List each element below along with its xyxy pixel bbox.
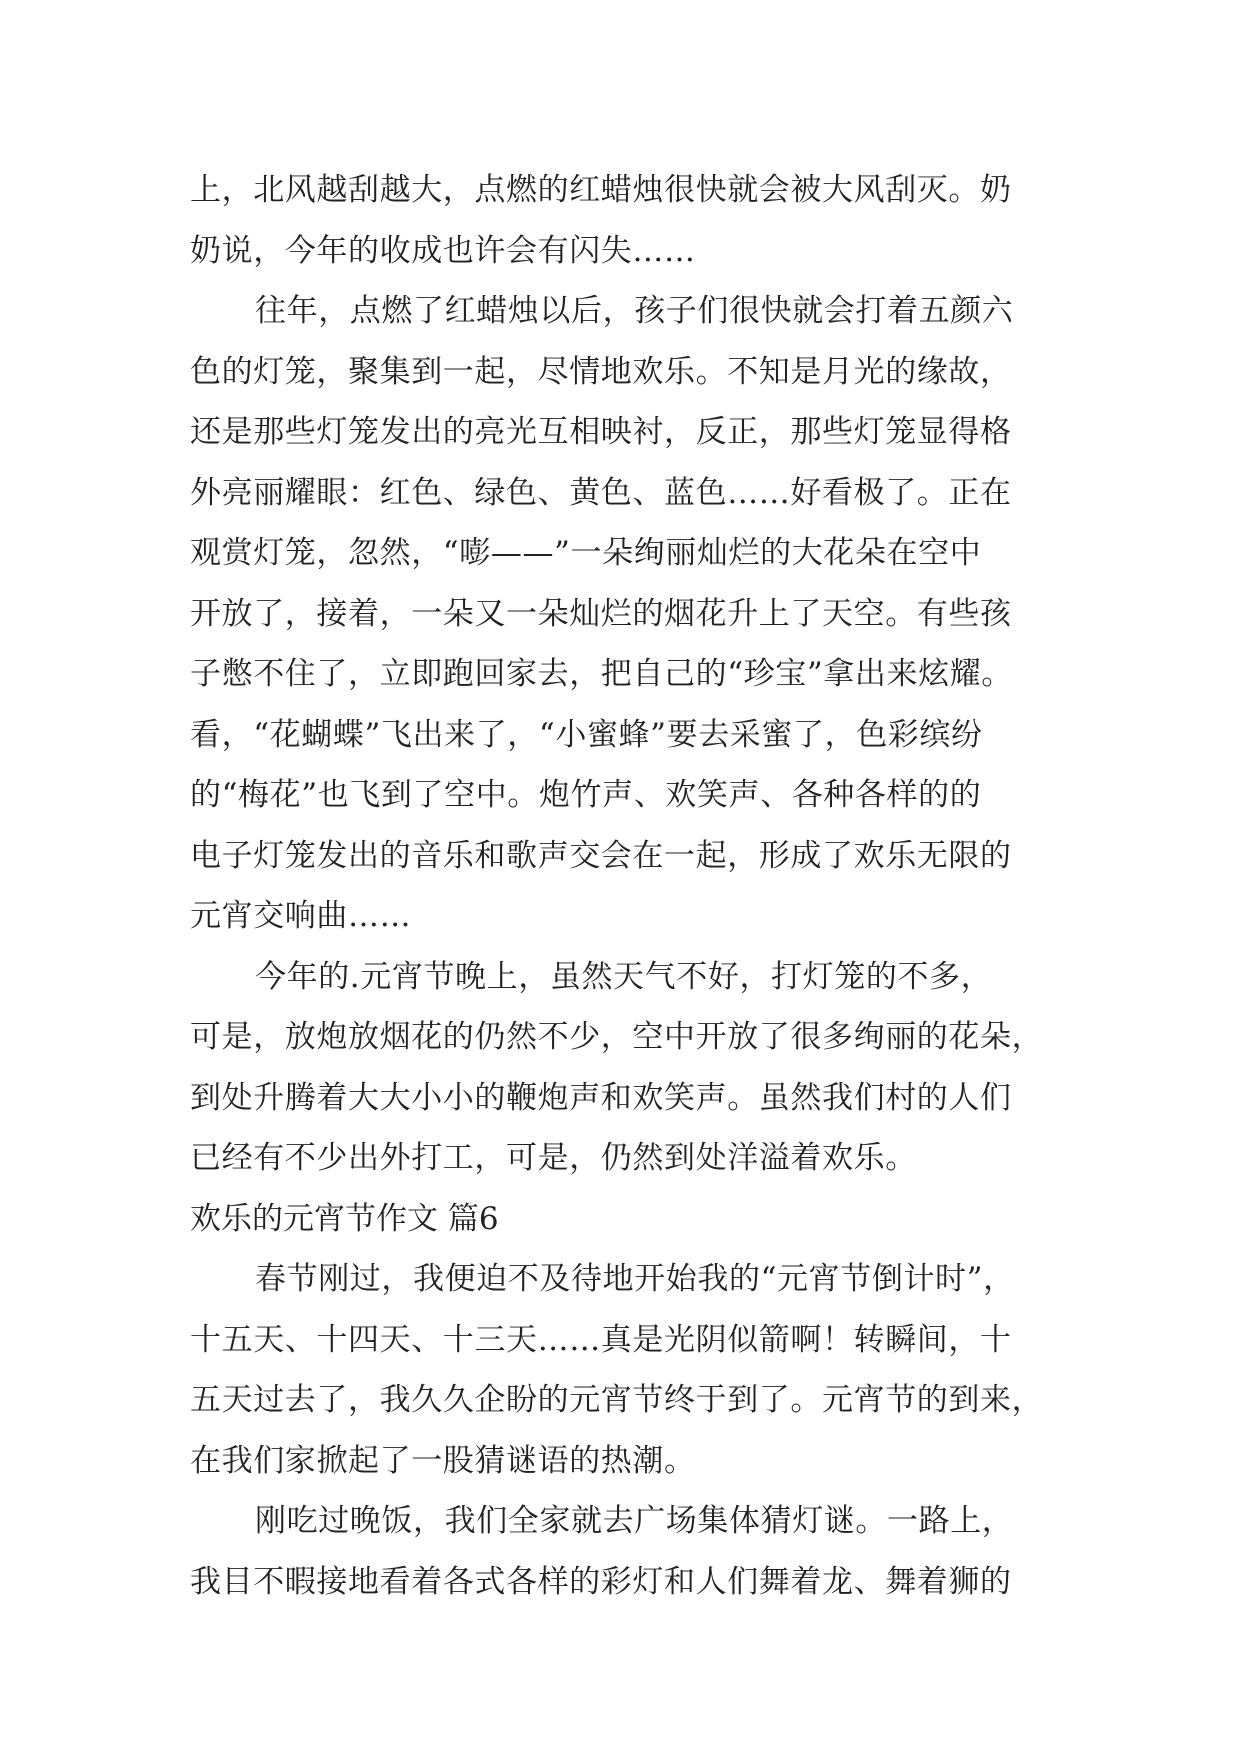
paragraph-first-line: 刚吃过晚饭，我们全家就去广场集体猜灯谜。一路上， — [255, 1503, 1014, 1539]
paragraph-first-line: 往年，点燃了红蜡烛以后，孩子们很快就会打着五颜六 — [255, 293, 1014, 329]
text-line: 上，北风越刮越大，点燃的红蜡烛很快就会被大风刮灭。奶 — [190, 172, 1012, 208]
text-line: 还是那些灯笼发出的亮光互相映衬，反正，那些灯笼显得格 — [190, 414, 1012, 450]
text-line: 电子灯笼发出的音乐和歌声交会在一起，形成了欢乐无限的 — [190, 837, 1012, 874]
paragraph-first-line: 春节刚过，我便迫不及待地开始我的“元宵节倒计时”， — [255, 1261, 1015, 1297]
text-line: 到处升腾着大大小小的鞭炮声和欢笑声。虽然我们村的人们 — [190, 1079, 1012, 1116]
text-line: 看，“花蝴蝶”飞出来了，“小蜜蜂”要去采蜜了，色彩缤纷 — [190, 716, 983, 753]
text-line: 可是，放炮放烟花的仍然不少，空中开放了很多绚丽的花朵， — [190, 1019, 1044, 1055]
text-line: 外亮丽耀眼：红色、绿色、黄色、蓝色……好看极了。正在 — [190, 474, 1012, 511]
section-heading: 欢乐的元宵节作文 篇6 — [190, 1200, 499, 1237]
paragraph-first-line: 今年的.元宵节晚上，虽然天气不好，打灯笼的不多， — [255, 958, 993, 995]
text-line: 奶说，今年的收成也许会有闪失…… — [190, 232, 696, 269]
text-line: 元宵交响曲…… — [190, 898, 412, 934]
text-line: 我目不暇接地看着各式各样的彩灯和人们舞着龙、舞着狮的 — [190, 1563, 1012, 1600]
document-body — [190, 160, 1060, 1612]
text-line: 色的灯笼，聚集到一起，尽情地欢乐。不知是月光的缘故， — [190, 353, 1012, 390]
text-line: 十五天、十四天、十三天……真是光阴似箭啊！转瞬间，十 — [190, 1321, 1012, 1358]
text-line: 开放了，接着，一朵又一朵灿烂的烟花升上了天空。有些孩 — [190, 595, 1012, 632]
text-line: 在我们家掀起了一股猜谜语的热潮。 — [190, 1442, 696, 1479]
text-line: 观赏灯笼，忽然，“嘭——”一朵绚丽灿烂的大花朵在空中 — [190, 535, 982, 571]
text-line: 五天过去了，我久久企盼的元宵节终于到了。元宵节的到来， — [190, 1382, 1044, 1418]
text-line: 的“梅花”也飞到了空中。炮竹声、欢笑声、各种各样的的 — [190, 777, 982, 813]
text-line: 已经有不少出外打工，可是，仍然到处洋溢着欢乐。 — [190, 1140, 917, 1176]
text-line: 子憋不住了，立即跑回家去，把自己的“珍宝”拿出来炫耀。 — [190, 656, 1013, 692]
